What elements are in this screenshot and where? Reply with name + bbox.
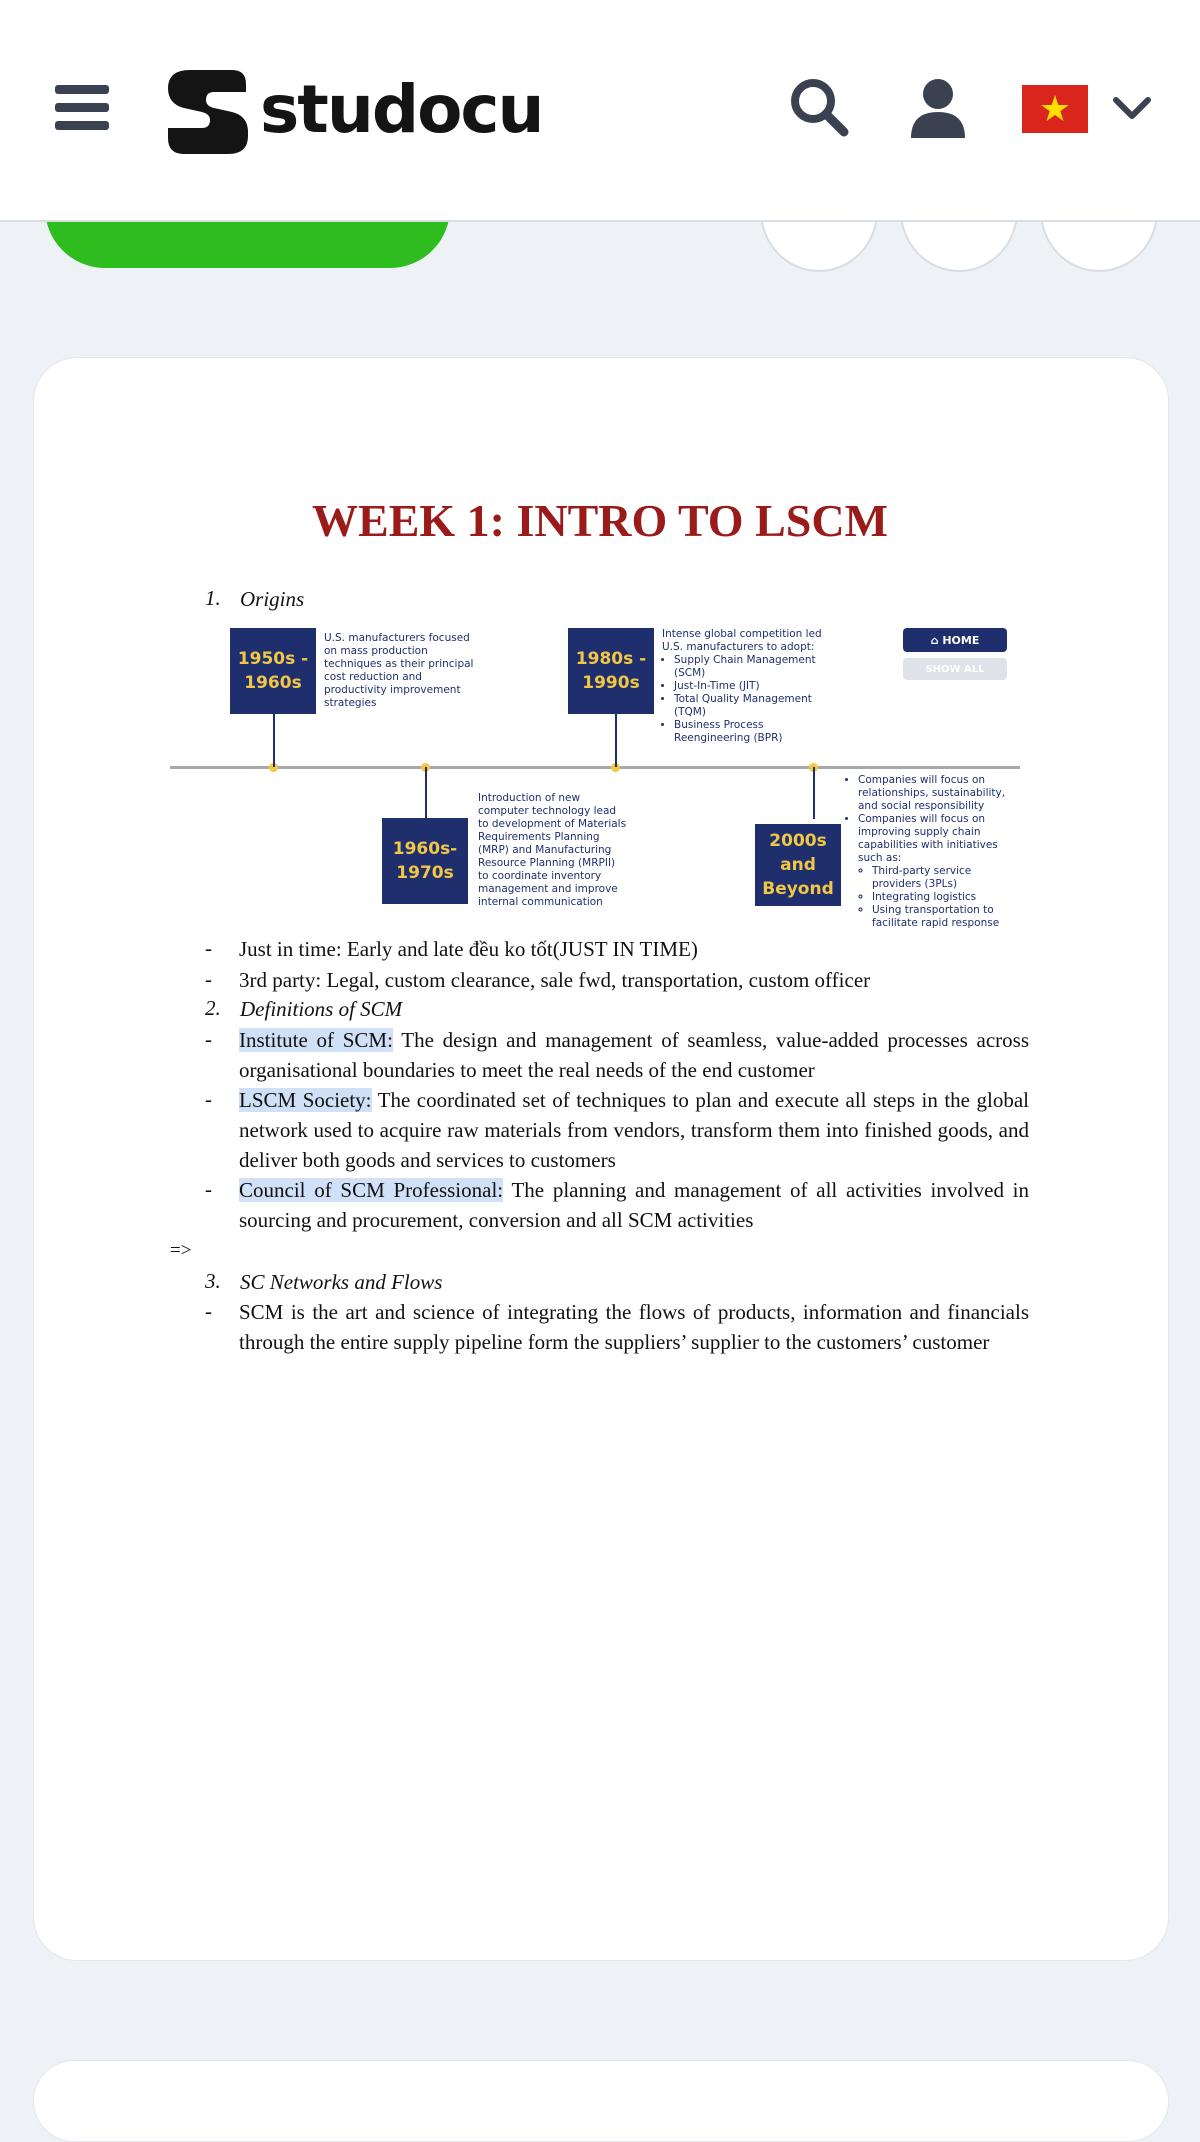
era-box-1960s: 1960s- 1970s (382, 818, 468, 904)
timeline-home-button[interactable] (903, 628, 1007, 652)
studocu-logo[interactable] (162, 62, 543, 157)
home-icon: ⌂ (930, 633, 943, 647)
era-box-1950s: 1950s - 1960s (230, 628, 316, 714)
era-sublist-item: ◦ Integrating logistics (872, 891, 1016, 904)
timeline-showall-button[interactable] (903, 658, 1007, 680)
origins-bullet: Just in time: Early and late đều ko tốt(JUST IN TIME) (239, 937, 698, 961)
era-list-item: • Companies will focus on relationships, sustainability, and social responsibility (858, 774, 1016, 813)
user-icon[interactable] (905, 74, 971, 140)
era-list (846, 774, 1016, 930)
bullet-dash: - (205, 1027, 212, 1051)
era-list-item: • Total Quality Management (TQM) (674, 693, 832, 719)
arrow-marker: => (170, 1240, 192, 1261)
section-number: 2. (205, 996, 221, 1020)
era-sublist-item: ◦ Third-party service providers (3PLs) (872, 865, 1016, 891)
era-list-item (858, 813, 1016, 930)
timeline-connector (813, 767, 815, 819)
timeline-figure (170, 620, 1020, 930)
bullet-dash: - (205, 967, 212, 991)
document-title: WEEK 1: INTRO TO LSCM (312, 495, 888, 546)
hamburger-menu-icon[interactable] (55, 85, 109, 135)
bullet-dash: - (205, 1299, 212, 1323)
definition-term: Institute of SCM: (239, 1028, 393, 1052)
definition-institute (239, 1025, 1029, 1085)
era-list-item: • Business Process Reengineering (BPR) (674, 719, 832, 745)
studocu-logo-icon (162, 62, 252, 157)
era-list-item: • Just-In-Time (JIT) (674, 680, 832, 693)
timeline-connector (425, 767, 427, 819)
networks-text: SCM is the art and science of integrating the flows of products, information and financials through the entire supply pipeline form the suppliers’ supplier to the customers’ customer (239, 1300, 1029, 1354)
search-icon[interactable] (786, 74, 852, 140)
vietnam-flag-icon[interactable]: ★ (1022, 85, 1088, 133)
definition-term: Council of SCM Professional: (239, 1178, 504, 1202)
timeline-connector (273, 713, 275, 767)
showall-label: SHOW ALL (925, 663, 985, 675)
definition-text: The design and management of seamless, value-added processes across organisational boundaries to meet the real needs of the end customer (239, 1028, 1029, 1082)
era-text-2000s (846, 774, 1016, 930)
bullet-dash: - (205, 1087, 212, 1111)
section-heading-definitions: Definitions of SCM (240, 997, 403, 1021)
definition-text: The planning and management of all activities involved in sourcing and procurement, conversion and all SCM activities (239, 1178, 1029, 1232)
era-box-1980s: 1980s - 1990s (568, 628, 654, 714)
timeline-connector (615, 713, 617, 767)
home-label: HOME (942, 633, 980, 647)
document-page-next (33, 2060, 1169, 2142)
definition-term: LSCM Society: (239, 1088, 372, 1112)
timeline-axis (170, 766, 1020, 769)
era-box-2000s: 2000s and Beyond (755, 824, 841, 906)
definition-text: The coordinated set of techniques to plan and execute all steps in the global network used to acquire raw materials from vendors, transform them into finished goods, and deliver both goods and services to customers (239, 1088, 1029, 1172)
era-list-item: • Supply Chain Management (SCM) (674, 654, 832, 680)
brand-name: studocu (260, 71, 543, 148)
era-list-item-text: Companies will focus on improving supply chain capabilities with initiatives such as: (858, 813, 998, 864)
era-list (662, 654, 832, 745)
bullet-dash: - (205, 936, 212, 960)
era-text-1980s (662, 628, 832, 745)
era-text-1960s: Introduction of new computer technology lead to development of Materials Requirements Planning (MRP) and Manufacturing Resource Planning (MRPII) to coordinate inventory management and improve internal communication (478, 792, 627, 908)
era-sublist (858, 865, 1016, 930)
era-text-1950s: U.S. manufacturers focused on mass production techniques as their principal cost reduction and productivity improvement strategies (324, 632, 474, 709)
definition-lscm-society (239, 1085, 1029, 1175)
bullet-dash: - (205, 1177, 212, 1201)
chevron-down-icon[interactable] (1110, 90, 1154, 126)
top-header (0, 0, 1200, 222)
section-number: 3. (205, 1269, 221, 1293)
section-heading-origins: Origins (240, 587, 305, 611)
section-number: 1. (205, 586, 221, 610)
era-sublist-item: ◦ Using transportation to facilitate rapid response (872, 904, 1016, 930)
definition-council (239, 1175, 1029, 1235)
section-heading-networks: SC Networks and Flows (240, 1270, 443, 1294)
era-intro: Intense global competition led U.S. manufacturers to adopt: (662, 628, 822, 653)
origins-bullet: 3rd party: Legal, custom clearance, sale fwd, transportation, custom officer (239, 968, 871, 992)
